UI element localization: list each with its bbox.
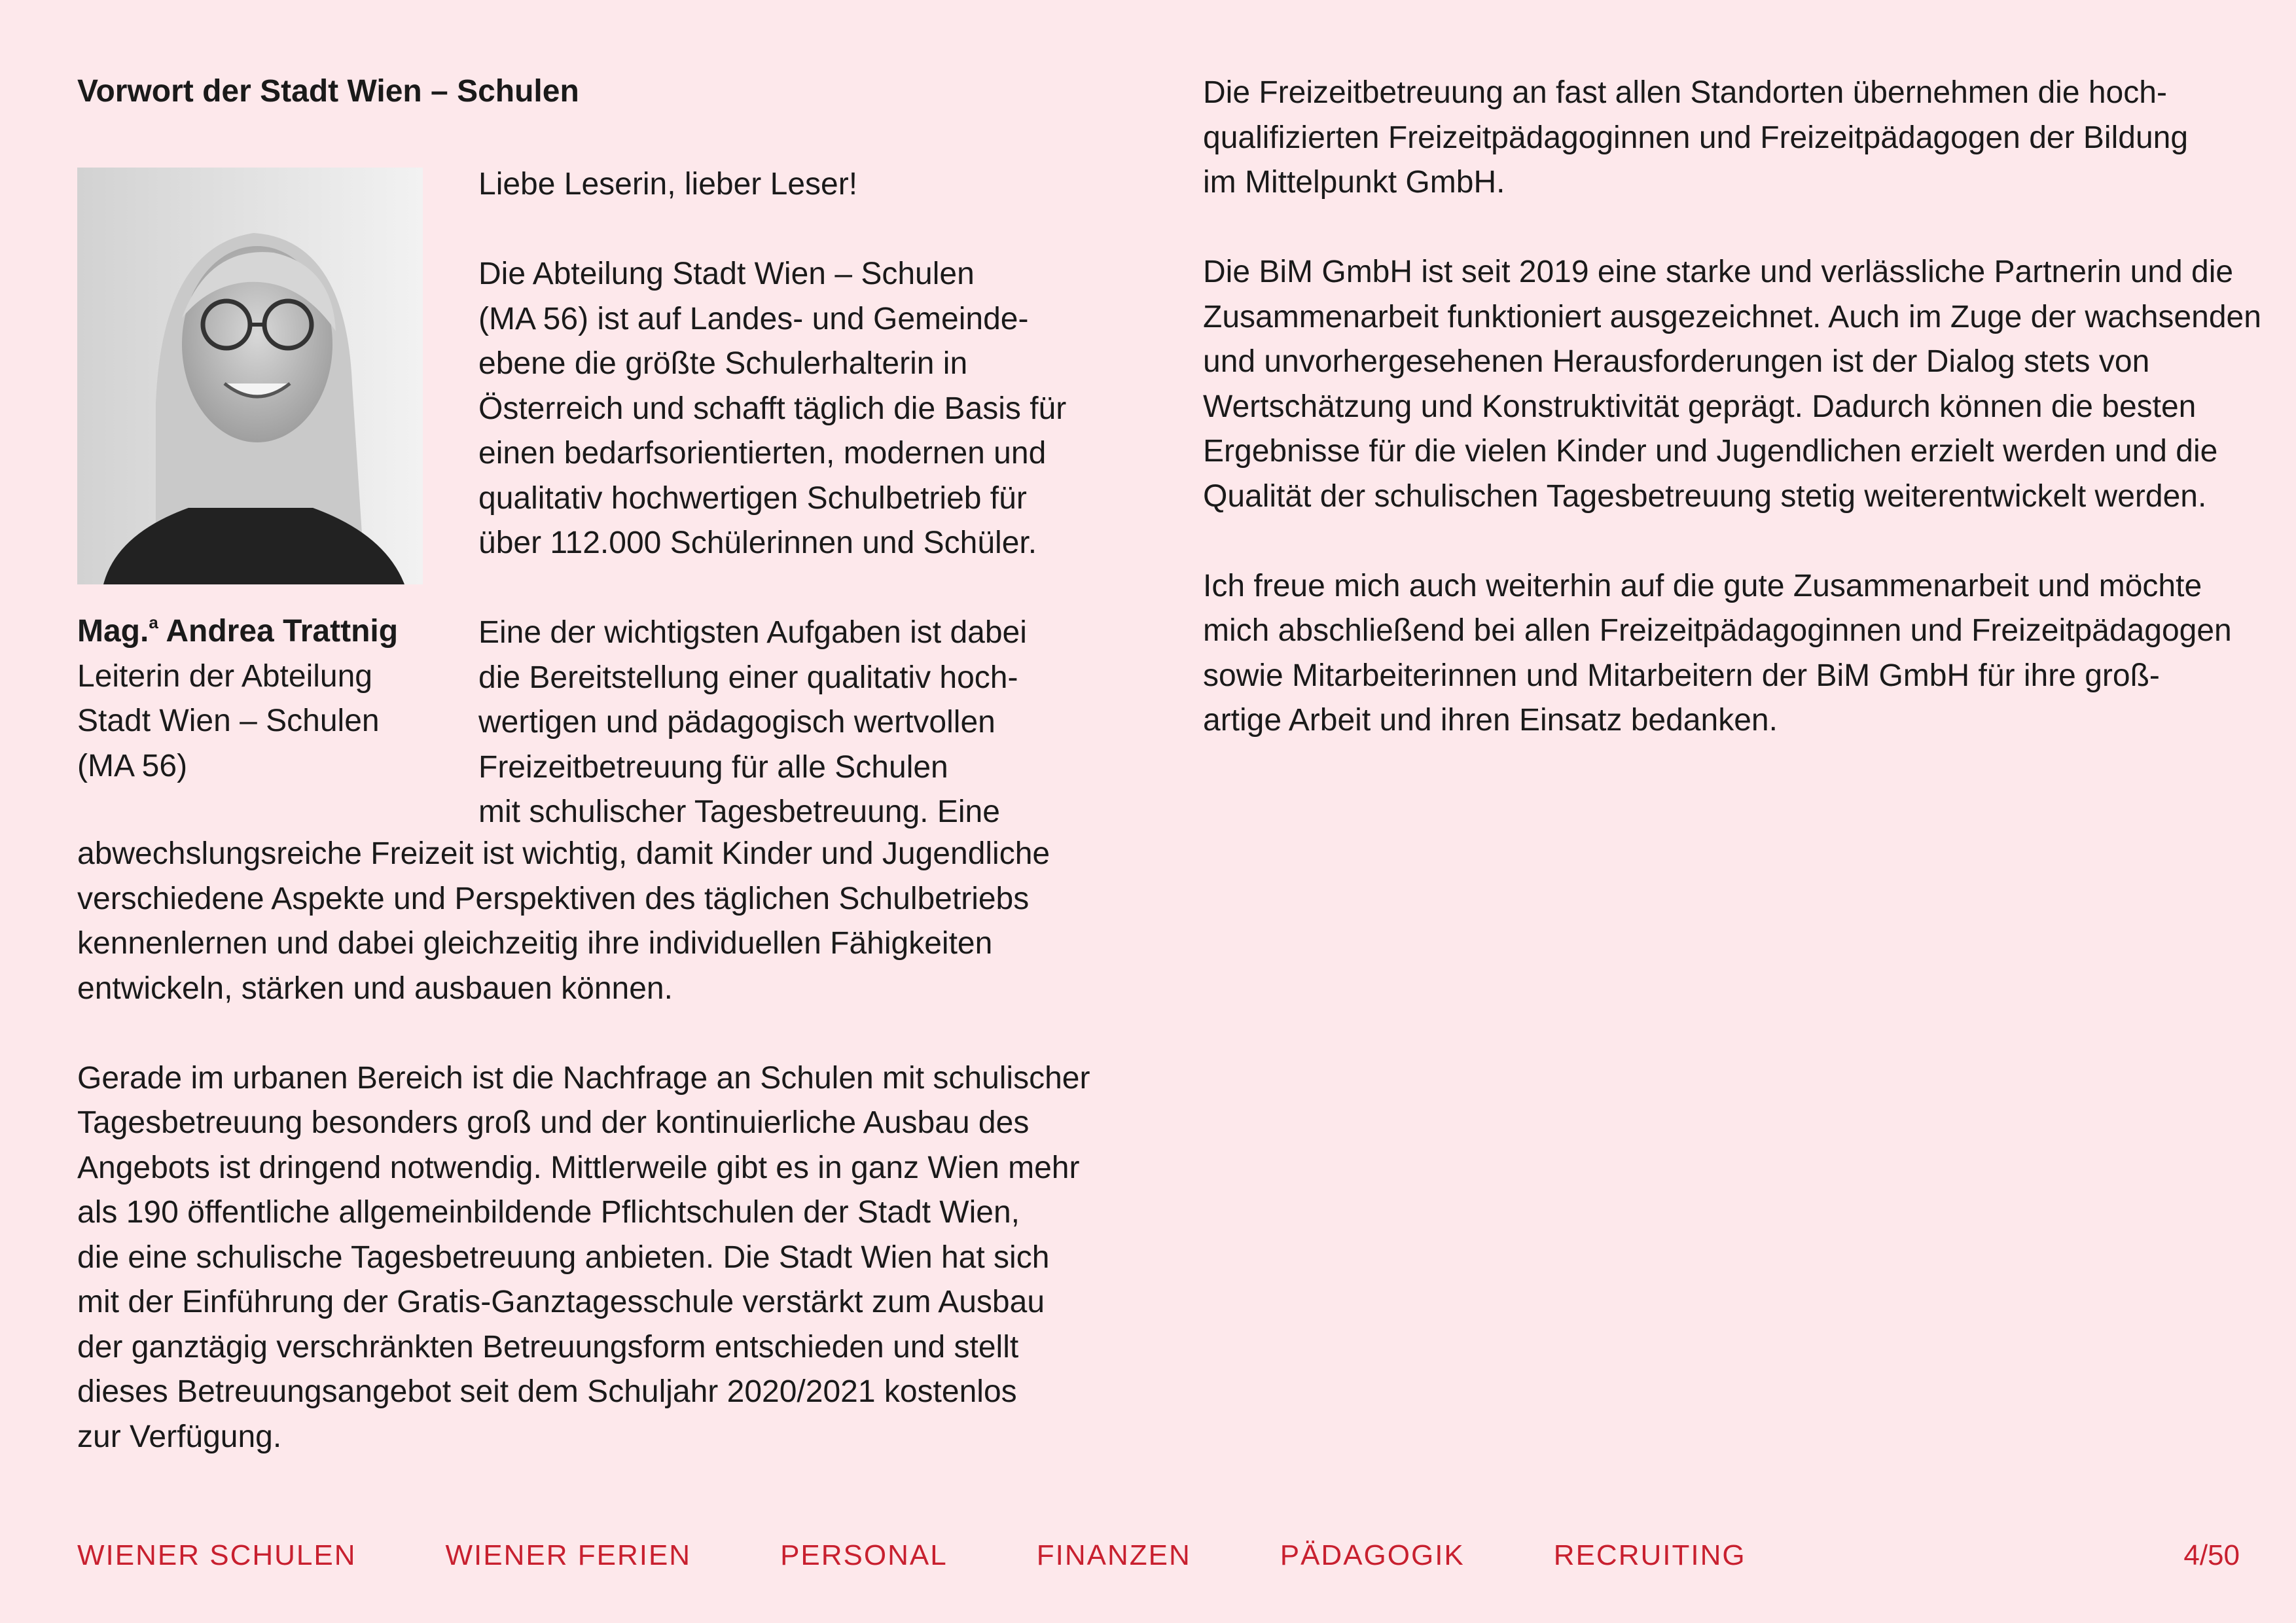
author-role-line: (MA 56) [77,748,188,783]
text-line: Österreich und schafft täglich die Basis für [478,391,1067,426]
nav-link-wiener-ferien[interactable]: WIENER FERIEN [445,1539,692,1571]
nav-link-finanzen[interactable]: FINANZEN [1036,1539,1191,1571]
text-line: mit schulischer Tagesbetreuung. Eine [478,794,1000,829]
text-line: mich abschließend bei allen Freizeitpädagoginnen und Freizeitpädagogen [1203,613,2232,648]
text-line: wertigen und pädagogisch wertvollen [478,705,996,740]
page-title: Vorwort der Stadt Wien – Schulen [77,74,579,109]
text-line: Zusammenarbeit funktioniert ausgezeichnet. Auch im Zuge der wachsenden [1203,299,2261,334]
text-line: qualitativ hochwertigen Schulbetrieb für [478,480,1027,516]
portrait-image [77,168,423,584]
text-line: Wertschätzung und Konstruktivität geprägt. Dadurch können die besten [1203,389,2197,424]
text-line: ebene die größte Schulerhalterin in [478,346,968,381]
nav-link-wiener-schulen[interactable]: WIENER SCHULEN [77,1539,357,1571]
indented-text-column [478,162,1066,835]
author-role-line: Leiterin der Abteilung [77,658,372,694]
paragraph [1203,564,2261,743]
text-line: über 112.000 Schülerinnen und Schüler. [478,526,1037,560]
text-line: Gerade im urbanen Bereich ist die Nachfrage an Schulen mit schulischer [77,1060,1090,1096]
text-line: (MA 56) ist auf Landes- und Gemeinde- [478,301,1029,336]
text-line: mit der Einführung der Gratis-Ganztagesschule verstärkt zum Ausbau [77,1285,1045,1319]
text-line: Ich freue mich auch weiterhin auf die gute Zusammenarbeit und möchte [1203,568,2202,603]
text-line: entwickeln, stärken und ausbauen können. [77,971,673,1006]
nav-link-recruiting[interactable]: RECRUITING [1553,1539,1746,1571]
text-line: Die BiM GmbH ist seit 2019 eine starke und verlässliche Partnerin und die [1203,255,2234,289]
paragraph [478,611,1066,835]
text-line: dieses Betreuungsangebot seit dem Schuljahr 2020/2021 kostenlos [77,1374,1017,1409]
text-line: der ganztägig verschränkten Betreuungsform entschieden und stellt [77,1329,1019,1364]
left-text-column [77,832,1090,1459]
paragraph [77,832,1090,1011]
paragraph [77,1056,1090,1460]
text-line: Die Abteilung Stadt Wien – Schulen [478,257,975,291]
text-line: kennenlernen und dabei gleichzeitig ihre individuellen Fähigkeiten [77,926,993,961]
text-line: Ergebnisse für die vielen Kinder und Jugendlichen erzielt werden und die [1203,434,2218,469]
author-name: Mag.$^a$ Andrea Trattnig [77,613,399,649]
text-line: die eine schulische Tagesbetreuung anbieten. Die Stadt Wien hat sich [77,1240,1050,1275]
text-line: Die Freizeitbetreuung an fast allen Standorten übernehmen die hoch- [1203,75,2167,110]
text-line: Qualität der schulischen Tagesbetreuung stetig weiterentwickelt werden. [1203,478,2207,514]
nav-link-paedagogik[interactable]: PÄDAGOGIK [1280,1539,1465,1571]
text-line: sowie Mitarbeiterinnen und Mitarbeitern der BiM GmbH für ihre groß- [1203,658,2160,693]
text-line: Freizeitbetreuung für alle Schulen [478,749,948,785]
paragraph [1203,71,2261,205]
portrait-photo [77,168,423,584]
page-number: 4/50 [2183,1539,2240,1571]
text-line: qualifizierten Freizeitpädagoginnen und Freizeitpädagogen der Bildung [1203,120,2189,155]
text-line: Angebots ist dringend notwendig. Mittlerweile gibt es in ganz Wien mehr [77,1150,1080,1185]
author-role-line: Stadt Wien – Schulen [77,704,380,738]
right-text-column [1203,71,2261,743]
paragraph [478,162,1066,207]
text-line: zur Verfügung. [77,1419,282,1454]
text-line: verschiedene Aspekte und Perspektiven des täglichen Schulbetriebs [77,881,1030,916]
footer-navigation [77,1539,1746,1572]
text-line: abwechslungsreiche Freizeit ist wichtig, damit Kinder und Jugendliche [77,836,1050,871]
text-line: einen bedarfsorientierten, modernen und [478,436,1047,471]
text-line: die Bereitstellung einer qualitativ hoch- [478,660,1018,695]
text-line: im Mittelpunkt GmbH. [1203,165,1505,200]
paragraph [1203,250,2261,519]
text-line: als 190 öffentliche allgemeinbildende Pflichtschulen der Stadt Wien, [77,1195,1020,1230]
paragraph [478,252,1066,566]
text-line: Eine der wichtigsten Aufgaben ist dabei [478,615,1027,650]
photo-caption [77,609,444,789]
text-line: Liebe Leserin, lieber Leser! [478,167,858,202]
nav-link-personal[interactable]: PERSONAL [780,1539,948,1571]
text-line: Tagesbetreuung besonders groß und der kontinuierliche Ausbau des [77,1105,1030,1140]
text-line: und unvorhergesehenen Herausforderungen ist der Dialog stets von [1203,344,2150,379]
text-line: artige Arbeit und ihren Einsatz bedanken. [1203,703,1778,738]
